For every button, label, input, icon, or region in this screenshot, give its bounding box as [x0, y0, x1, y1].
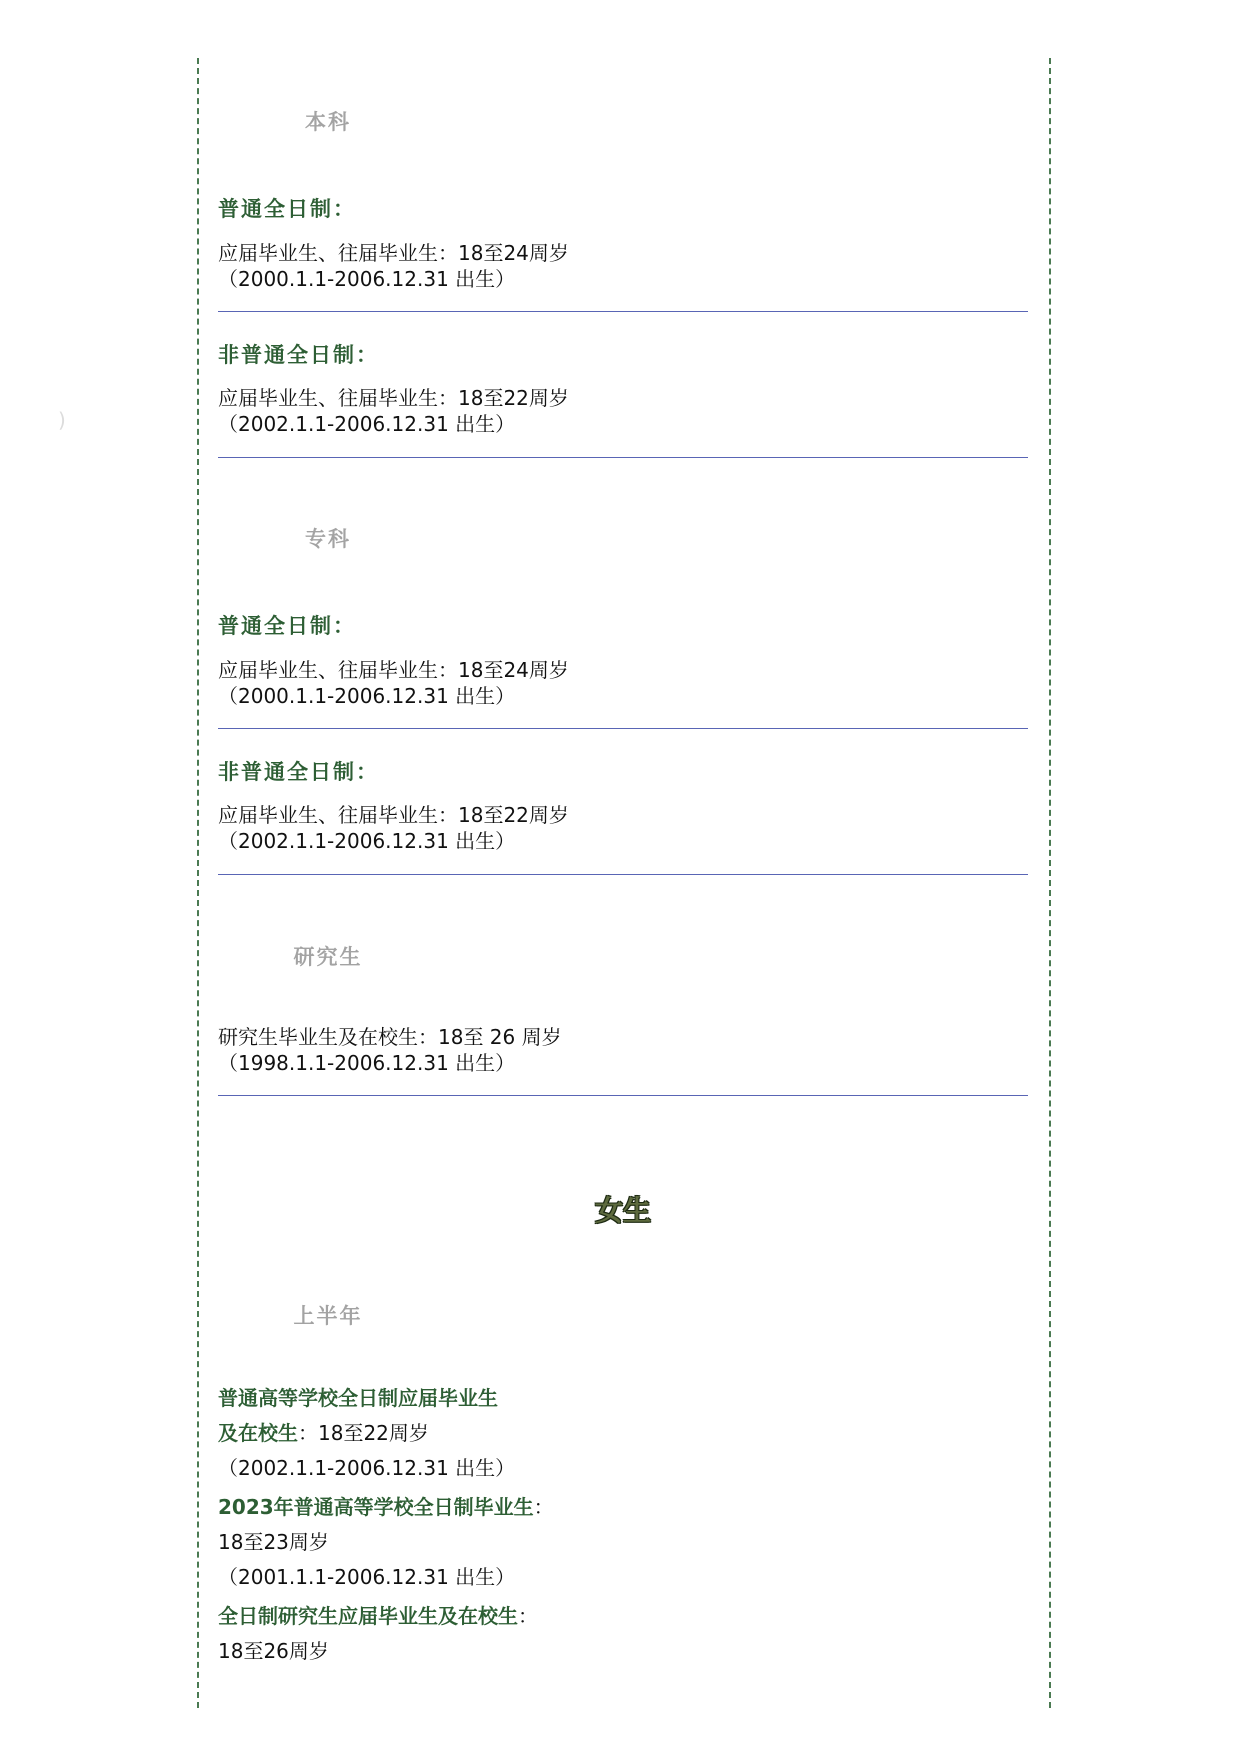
section-title-college: 专科 [305, 527, 351, 551]
female-item-heading: 全日制研究生应届毕业生及在校生 [218, 1604, 518, 1628]
group-heading: 普通全日制： [218, 614, 356, 638]
age-range-text: 应届毕业生、往届毕业生：18至24周岁 [218, 658, 569, 682]
section-title-undergrad: 本科 [305, 110, 351, 134]
birth-range-text: （1998.1.1-2006.12.31 出生） [218, 1051, 516, 1075]
birth-range-text: （2002.1.1-2006.12.31 出生） [218, 412, 516, 436]
age-range-text: 应届毕业生、往届毕业生：18至22周岁 [218, 386, 569, 410]
female-item-heading: 2023年普通高等学校全日制毕业生 [218, 1495, 534, 1519]
female-item-heading-line [218, 1603, 538, 1629]
female-item-age [218, 1420, 429, 1446]
age-range-text: 研究生毕业生及在校生：18至 26 周岁 [218, 1025, 562, 1049]
group-heading: 非普通全日制： [218, 760, 379, 784]
divider [218, 1095, 1028, 1096]
birth-range-text: （2000.1.1-2006.12.31 出生） [218, 267, 516, 291]
birth-range-text: （2002.1.1-2006.12.31 出生） [218, 829, 516, 853]
heading-colon: ： [533, 1495, 554, 1519]
group-heading: 普通全日制： [218, 197, 356, 221]
divider [218, 874, 1028, 875]
female-item-heading: 普通高等学校全日制应届毕业生 [218, 1386, 498, 1410]
birth-range-text: （2002.1.1-2006.12.31 出生） [218, 1456, 516, 1480]
divider [218, 457, 1028, 458]
female-item-heading-line [218, 1494, 554, 1520]
divider [218, 311, 1028, 312]
divider [218, 728, 1028, 729]
birth-range-text: （2001.1.1-2006.12.31 出生） [218, 1565, 516, 1589]
section-title-graduate: 研究生 [293, 945, 363, 969]
birth-range-text: （2000.1.1-2006.12.31 出生） [218, 684, 516, 708]
female-item-age: 18至26周岁 [218, 1639, 329, 1663]
age-range-text: 应届毕业生、往届毕业生：18至24周岁 [218, 241, 569, 265]
female-item-age: 18至23周岁 [218, 1530, 329, 1554]
female-item-age-text: ：18至22周岁 [298, 1421, 429, 1445]
group-heading: 非普通全日制： [218, 343, 379, 367]
edge-mark: ) [58, 408, 66, 432]
section-title-first-half: 上半年 [293, 1304, 363, 1328]
age-range-text: 应届毕业生、往届毕业生：18至22周岁 [218, 803, 569, 827]
heading-colon: ： [518, 1604, 538, 1628]
female-item-heading-cont: 及在校生 [218, 1421, 298, 1445]
female-heading: 女生 [594, 1194, 651, 1227]
